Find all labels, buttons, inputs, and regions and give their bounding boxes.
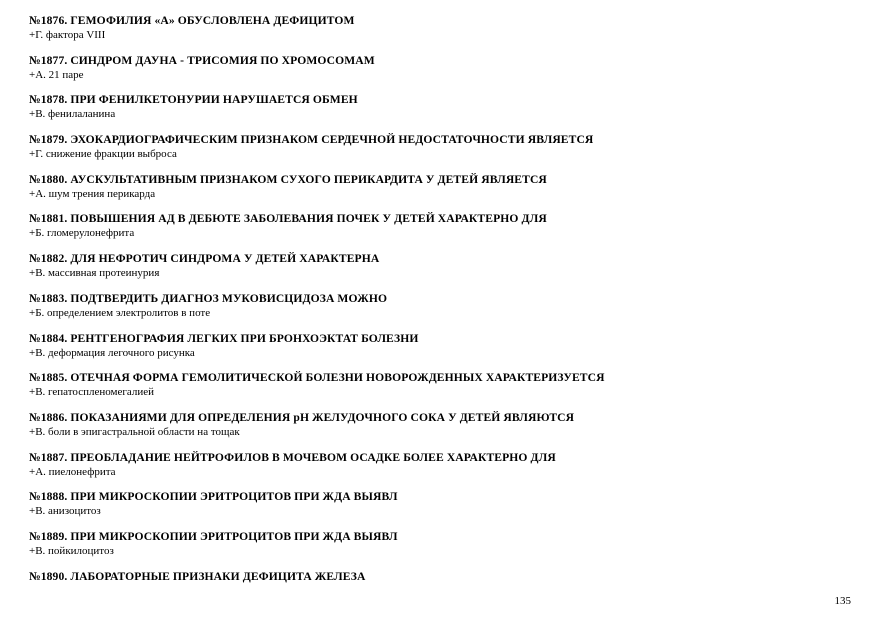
question-text: №1876. ГЕМОФИЛИЯ «А» ОБУСЛОВЛЕНА ДЕФИЦИТОМ — [29, 14, 355, 27]
answer-text: +В. деформация легочного рисунка — [29, 346, 195, 359]
answer-text: +В. гепатоспленомегалией — [29, 386, 155, 399]
question-list — [29, 14, 849, 609]
question-text: №1888. ПРИ МИКРОСКОПИИ ЭРИТРОЦИТОВ ПРИ ЖДА ВЫЯВЛ — [29, 490, 398, 504]
question-text: №1883. ПОДТВЕРДИТЬ ДИАГНОЗ МУКОВИСЦИДОЗА МОЖНО — [29, 291, 388, 305]
question-text: №1889. ПРИ МИКРОСКОПИИ ЭРИТРОЦИТОВ ПРИ ЖДА ВЫЯВЛ — [29, 529, 398, 543]
answer-text: +Б. определением электролитов в поте — [29, 306, 211, 319]
page-number: 135 — [834, 595, 851, 607]
answer-text: +А. 21 паре — [29, 68, 84, 81]
answer-text: +А. шум трения перикарда — [29, 187, 156, 200]
answer-text: +Г. снижение фракции выброса — [29, 148, 177, 161]
question-item-1883 — [29, 292, 849, 332]
question-text: №1884. РЕНТГЕНОГРАФИЯ ЛЕГКИХ ПРИ БРОНХОЭКТАТ БОЛЕЗНИ — [29, 331, 419, 345]
question-item-1876 — [29, 14, 849, 54]
answer-text: +В. пойкилоцитоз — [29, 544, 114, 557]
question-text: №1887. ПРЕОБЛАДАНИЕ НЕЙТРОФИЛОВ В МОЧЕВОМ ОСАДКЕ БОЛЕЕ ХАРАКТЕРНО ДЛЯ — [29, 450, 556, 464]
question-item-1889 — [29, 530, 849, 570]
question-item-1890 — [29, 570, 849, 610]
answer-text: +В. фенилаланина — [29, 108, 116, 121]
question-item-1886 — [29, 411, 849, 451]
question-item-1877 — [29, 54, 849, 94]
answer-text: +Г. фактора VIII — [29, 29, 106, 41]
question-item-1881 — [29, 212, 849, 252]
question-text: №1879. ЭХОКАРДИОГРАФИЧЕСКИМ ПРИЗНАКОМ СЕРДЕЧНОЙ НЕДОСТАТОЧНОСТИ ЯВЛЯЕТСЯ — [29, 133, 594, 147]
answer-text: +В. массивная протеинурия — [29, 267, 160, 280]
question-item-1878 — [29, 93, 849, 133]
question-text: №1878. ПРИ ФЕНИЛКЕТОНУРИИ НАРУШАЕТСЯ ОБМЕН — [29, 93, 358, 107]
answer-text: +В. боли в эпигастральной области на тощак — [29, 425, 240, 438]
question-item-1879 — [29, 133, 849, 173]
question-text: №1882. ДЛЯ НЕФРОТИЧ СИНДРОМА У ДЕТЕЙ ХАРАКТЕРНА — [29, 252, 380, 266]
answer-text: +Б. гломерулонефрита — [29, 227, 135, 240]
question-item-1882 — [29, 252, 849, 292]
question-item-1880 — [29, 173, 849, 213]
question-item-1888 — [29, 490, 849, 530]
answer-text: +А. пиелонефрита — [29, 465, 116, 478]
question-text: №1885. ОТЕЧНАЯ ФОРМА ГЕМОЛИТИЧЕСКОЙ БОЛЕЗНИ НОВОРОЖДЕННЫХ ХАРАКТЕРИЗУЕТСЯ — [29, 371, 605, 385]
question-item-1884 — [29, 332, 849, 372]
answer-text: +В. анизоцитоз — [29, 505, 101, 518]
question-text: №1880. АУСКУЛЬТАТИВНЫМ ПРИЗНАКОМ СУХОГО ПЕРИКАРДИТА У ДЕТЕЙ ЯВЛЯЕТСЯ — [29, 172, 547, 186]
question-item-1887 — [29, 451, 849, 491]
question-text: №1886. ПОКАЗАНИЯМИ ДЛЯ ОПРЕДЕЛЕНИЯ pH ЖЕЛУДОЧНОГО СОКА У ДЕТЕЙ ЯВЛЯЮТСЯ — [29, 410, 575, 424]
question-text: №1881. ПОВЫШЕНИЯ АД В ДЕБЮТЕ ЗАБОЛЕВАНИЯ ПОЧЕК У ДЕТЕЙ ХАРАКТЕРНО ДЛЯ — [29, 212, 547, 226]
question-item-1885 — [29, 371, 849, 411]
question-text: №1877. СИНДРОМ ДАУНА - ТРИСОМИЯ ПО ХРОМОСОМАМ — [29, 53, 375, 67]
question-text: №1890. ЛАБОРАТОРНЫЕ ПРИЗНАКИ ДЕФИЦИТА ЖЕЛЕЗА — [29, 569, 366, 583]
